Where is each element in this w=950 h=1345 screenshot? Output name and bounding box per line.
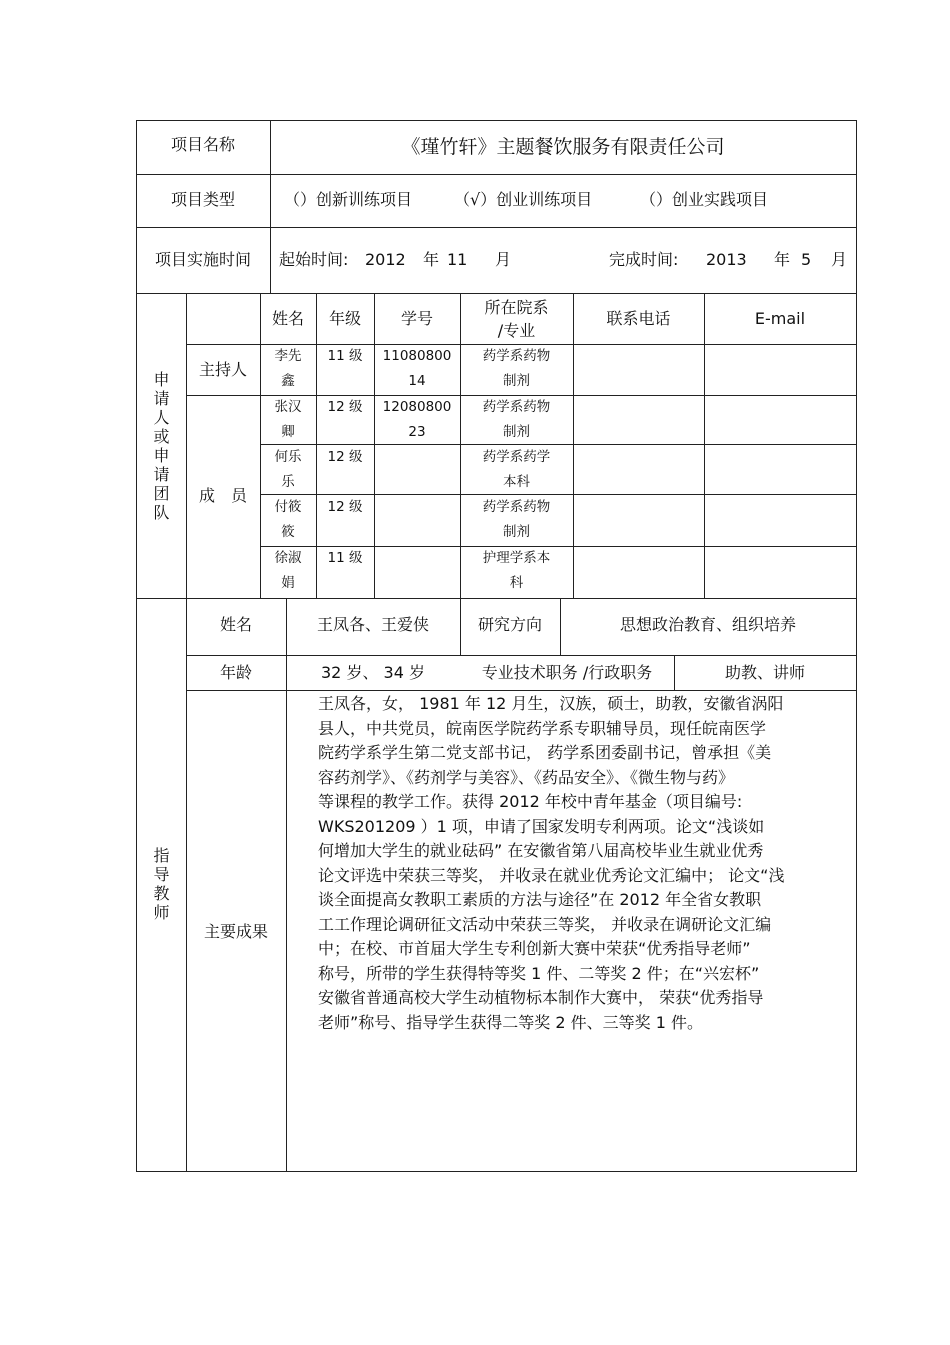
title-label: 专业技术职务 /行政职务 xyxy=(481,663,653,682)
member-dept: 护理学系本 科 xyxy=(482,550,551,591)
title-value: 助教、讲师 xyxy=(724,663,805,682)
end-year: 2013 xyxy=(706,250,747,269)
rule xyxy=(136,174,857,175)
rule xyxy=(704,293,705,598)
project-time-label: 项目实施时间 xyxy=(154,250,251,269)
project-type-option-innovation: （）创新训练项目 xyxy=(284,190,413,209)
header-grade: 年级 xyxy=(328,309,361,328)
member-name: 张汉 卿 xyxy=(274,399,302,440)
header-email: E-mail xyxy=(754,309,806,328)
member-name: 何乐 乐 xyxy=(274,449,302,490)
rule xyxy=(573,293,574,598)
end-month: 5 xyxy=(801,250,812,269)
header-name: 姓名 xyxy=(271,309,304,328)
start-time-label: 起始时间: xyxy=(279,250,349,269)
advisor-name-value: 王凤各、王爱侠 xyxy=(316,615,429,634)
rule xyxy=(136,293,857,294)
start-month-unit: 月 xyxy=(495,250,512,269)
rule xyxy=(136,227,857,228)
member-grade: 12 级 xyxy=(327,499,363,515)
member-grade: 12 级 xyxy=(327,399,363,415)
advisor-name-label: 姓名 xyxy=(219,615,252,634)
team-section-label: 申 请 人 或 申 请 团 队 xyxy=(153,370,170,522)
end-time-label: 完成时间: xyxy=(609,250,679,269)
member-student-id: 12080800 23 xyxy=(382,399,452,440)
header-dept: 所在院系 /专业 xyxy=(484,298,549,340)
member-dept: 药学系药物 制剂 xyxy=(482,499,551,540)
member-grade: 11 级 xyxy=(327,550,363,566)
achievements-text: 王凤各，女， 1981 年 12 月生，汉族，硕士，助教，安徽省涡阳 县人，中共党员，皖南医学院药学系专职辅导员，现任皖南医学 院药学系学生第二党支部书记， 药学系团委副书记，曾承担《美 容药剂学》、《药剂学与美容》、《药品安全》、《微生物与药》 等课程的教学工作。获得 2012 年校中青年基金（项目编号: WKS201209 ）1 项，申请了国家发明专利两项。论文“浅谈如 何增加大学生的就业砝码” 在安徽省第八届高校毕业生就业优秀 论文评选中荣获三等奖， 并收录在就业优秀论文汇编中； 论文“浅 谈全面提高女教职工素质的方法与途径”在 2012 年全省女教职 工工作理论调研征文活动中荣获三等奖， 并收录在调研论文汇编 中；在校、市首届大学生专利创新大赛中荣获“优秀指导老师” 称号，所带的学生获得特等奖 1 件、二等奖 2 件；在“兴宏杯” 安徽省普通高校大学生动植物标本制作大赛中， 荣获“优秀指导 老师”称号、指导学生获得二等奖 2 件、三等奖 1 件。 xyxy=(318,694,785,1032)
end-year-unit: 年 xyxy=(774,250,791,269)
rule xyxy=(136,120,857,121)
member-name: 付筱 筱 xyxy=(274,499,302,540)
project-name-label: 项目名称 xyxy=(170,135,235,154)
member-grade: 11 级 xyxy=(327,348,363,364)
age-value: 32 岁、 34 岁 xyxy=(321,663,425,682)
end-month-unit: 月 xyxy=(831,250,848,269)
members-label: 成 员 xyxy=(198,486,247,505)
rule xyxy=(136,120,137,1172)
member-dept: 药学系药物 制剂 xyxy=(482,348,551,389)
member-name: 李先 鑫 xyxy=(274,348,302,389)
member-dept: 药学系药学 本科 xyxy=(482,449,551,490)
member-dept: 药学系药物 制剂 xyxy=(482,399,551,440)
project-type-label: 项目类型 xyxy=(170,190,235,209)
project-type-option-entrepreneur-practice: （）创业实践项目 xyxy=(640,190,769,209)
rule xyxy=(136,1171,857,1172)
member-grade: 12 级 xyxy=(327,449,363,465)
rule xyxy=(374,293,375,598)
achievements-label: 主要成果 xyxy=(203,922,268,941)
advisor-section-label: 指 导 教 师 xyxy=(153,846,170,922)
start-year-unit: 年 xyxy=(423,250,440,269)
start-month: 11 xyxy=(447,250,468,269)
header-student-id: 学号 xyxy=(400,309,433,328)
research-label: 研究方向 xyxy=(477,615,542,634)
age-label: 年龄 xyxy=(219,663,252,682)
rule xyxy=(856,120,857,1172)
host-label: 主持人 xyxy=(198,360,247,379)
start-year: 2012 xyxy=(365,250,406,269)
research-value: 思想政治教育、组织培养 xyxy=(619,615,796,634)
rule xyxy=(286,598,287,1172)
rule xyxy=(186,293,187,1171)
project-type-option-entrepreneur-training: （√）创业训练项目 xyxy=(454,190,593,209)
project-name-value: 《瑾竹轩》主题餐饮服务有限责任公司 xyxy=(401,136,725,158)
header-phone: 联系电话 xyxy=(606,309,671,328)
member-student-id: 11080800 14 xyxy=(382,348,452,389)
rule xyxy=(136,598,857,599)
member-name: 徐淑 娟 xyxy=(274,550,302,591)
